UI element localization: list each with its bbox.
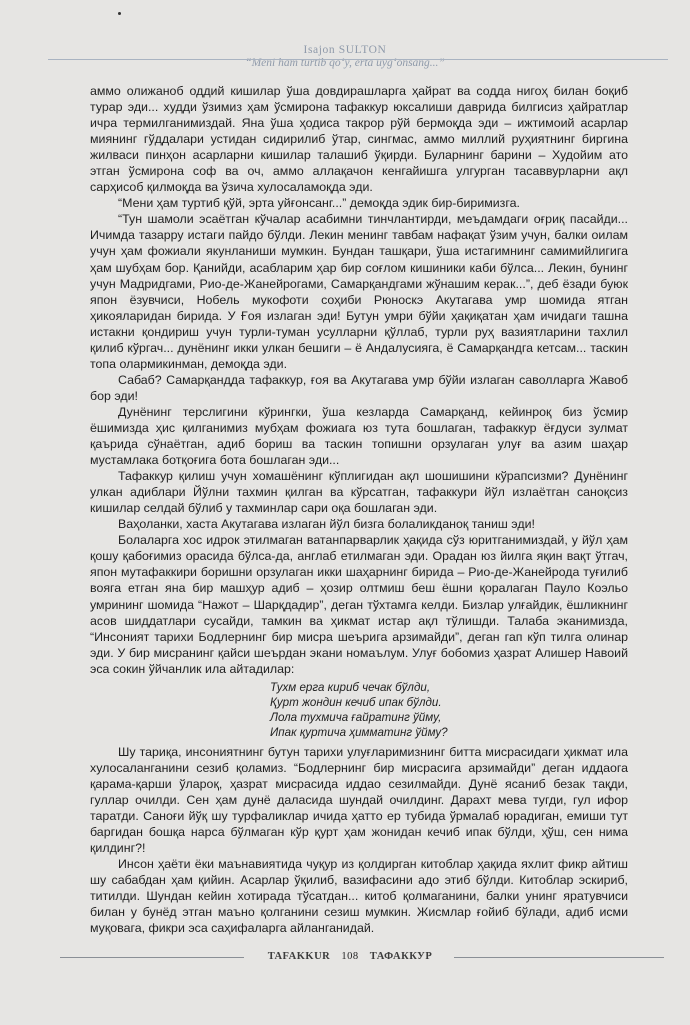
poem-line: Тухм ерга кириб чечак бўлди, bbox=[270, 680, 431, 694]
header-author: Isajon SULTON bbox=[303, 44, 387, 56]
scan-speck bbox=[118, 12, 121, 15]
paragraph: “Мени ҳам туртиб қўй, эрта уйғонсанг...” демоқда эдик бир-биримизга. bbox=[118, 196, 520, 211]
footer-journal-latin: TAFAKKUR bbox=[267, 951, 331, 962]
poem-line: Ипак қуртича ҳимматинг ўйму? bbox=[270, 726, 448, 740]
footer-rule-left bbox=[60, 957, 244, 958]
paragraph: Ваҳоланки, хаста Акутагава излаган йўл бизга болаликданоқ таниш эди! bbox=[118, 517, 535, 532]
footer-rule-right bbox=[454, 957, 664, 958]
paragraph: Болаларга хос идрок этилмаган ватанпарварлик ҳақида сўз юритганимиздай, у йўл ҳам қошу қабоғимиз орасида бўлса-да, англаб етилмаган эди. Орадан юз йилга яқин вақт ўтгач, япон мутафаккири боришни орзулаган икки шаҳарнинг бирида – Рио-де-Жанейрода туғилиб вояга етган яна бир машҳур адиб – ҳозир олтмиш беш ёшни қоралаган Пауло Коэльо умрининг шомида “Нажот – Шарқдадир”, деган тўхтамга келди. Бизлар улғайдик, ёшликнинг асов шиддатлари сусайди, тамкин ва ҳикмат истар ақл тўлишди. Талаба эканимизда, “Инсоният тарихи Бодлернинг бир мисра шеърига арзимайди”, деган гап кўп тилга олинар эди. У бир мисранинг қайси шеърдан экани номаълум. Улуғ бобомиз ҳазрат Алишер Навоий эса сокин ўйчанлик ила айтадилар: bbox=[90, 533, 628, 676]
footer-text bbox=[250, 951, 450, 962]
paragraph: аммо олижаноб оддий кишилар ўша довдирашларга ҳайрат ва содда нигоҳ билан боқиб турар эди... худди ўзимиз ҳам ўсмирона тафаккур юксалиши даврида билгисиз ҳайратлар ичра термилганимиздай. Яна ўша ҳодиса такрор рўй бермоқда эди – ижтимоий асарлар миянинг гўддалари устидан сидирилиб ўтар, сингмас, аммо миллий руҳиятнинг биргина жилваси пинҳон асарларни кишилар талашиб ўқирди. Буларнинг барини – Худойим ато этган ўсмирона соф ва оч, аммо аллақачон кенгайишга улгурган тасаввурларни ақл сарҳисоб қилмоқда ва ўзича хулосаламоқда эди. bbox=[90, 84, 628, 195]
paragraph: “Тун шамоли эсаётган кўчалар асабимни тинчлантирди, меъдамдаги оғриқ пасайди... Ичимда тазарру истаги пайдо бўлди. Лекин менинг тавбам нафақат ўзим учун, балки оилам учун ҳам фожиали якунланиши мумкин. Бундан ташқари, ўша истагимнинг самимийлигига ҳам шубҳам бор. Қанийди, асабларим ҳар бир соғлом кишиники каби бўлса... Лекин, бунинг учун Мадридгами, Рио-де-Жанейрогами, Самарқандгами жўнашим керак...”, деб ёзади буюк япон ёзувчиси, Нобель мукофоти соҳиби Рюноскэ Акутагава умр шомида ятган ҳикояларидан бирида. У Ғоя излаган эди! Бутун умри бўйи ҳақиқатан ҳам ичидаги ташна истакни қондириш учун турли-туман усулларни қўллаб, турли руҳ вазиятларини тахлил қилиб кўргач... дунёнинг икки улкан бешиги – ё Андалусияга, ё Самарқандга кетсам... таскин топа олармикинман, демоқда эди. bbox=[90, 212, 628, 371]
poem-line: Лола тухмича ғайратинг ўйму, bbox=[270, 711, 442, 725]
paragraph: Сабаб? Самарқандда тафаккур, ғоя ва Акутагава умр бўйи излаган саволларга Жавоб бор эди! bbox=[90, 372, 628, 403]
article-body bbox=[90, 83, 628, 936]
running-header bbox=[0, 44, 690, 70]
poem-quote bbox=[270, 680, 628, 741]
paragraph: Тафаккур қилиш учун хомашёнинг кўплигидан ақл шошишини кўрапсизми? Дунёнинг улкан адиблари Йўлни тахмин қилган ва кўрсатган, тафаккури йўл излаётган саноқсиз кишилар селдай бўлиб у тахминлар сари оқа бошлаган эди. bbox=[90, 469, 628, 516]
header-rule bbox=[48, 59, 668, 60]
paragraph: Инсон ҳаёти ёки маънавиятида чуқур из қолдирган китоблар ҳақида яхлит фикр айтиш шу сабабдан ҳам қийин. Асарлар ўқилиб, вазифасини адо этиб бўлди. Китоблар эскириб, титилди. Шундан кейин хотирада тўсатдан... китоб қолмаганини, балки унинг яратувчиси билан у бунёд этган маъно қолганини сезиш мумкин. Жисмлар ғойиб бўлади, адиб исми муқовага, фикри эса саҳифаларга айланганидай. bbox=[90, 856, 628, 936]
poem-line: Қурт жондин кечиб ипак бўлди. bbox=[270, 695, 442, 709]
header-subtitle: “Meni ham turtib qo‘y, erta uyg‘onsang...” bbox=[245, 57, 445, 69]
footer-journal-cyrillic: ТАФАККУР bbox=[369, 951, 433, 962]
paragraph: Дунёнинг терслигини кўрингки, ўша кезларда Самарқанд, кейинроқ биз ўсмир ёшимизда ҳис қилганимиз мубҳам фожиага юз тута бошлаган, тафаккур ёғдуси зулмат қаърида сўнаётган, адиб бориш ва таскин топишни орзулаган улуғ ва азим шаҳар мустамлака ботқоғига бота бошлаган эди... bbox=[90, 404, 628, 468]
paragraph: Шу тариқа, инсониятнинг бутун тарихи улуғларимизнинг битта мисрасидаги ҳикмат ила хулосаланганини сезиб қоламиз. “Бодлернинг бир мисрасига арзимайди” деган иддаога қарама-қарши ўлароқ, ҳазрат мисрасида иддао сезилмайди. Дунё ясаниб безак тақди, гуллар очилди. Сен ҳам дунё даласида шундай очилдинг. Дарахт мева тугди, гул ифор таратди. Саноғи йўқ шу турфаликлар ичида ҳатто ер тубида ўрмалаб юрадиган, емиши тут баргидан бошқа нарса бўлмаган кўр қурт ҳам жонидан кечиб ипак бўлди, ҳўш, сен нима қилдинг?! bbox=[90, 744, 628, 855]
page-number: 108 bbox=[341, 951, 359, 962]
page-footer bbox=[60, 951, 670, 965]
